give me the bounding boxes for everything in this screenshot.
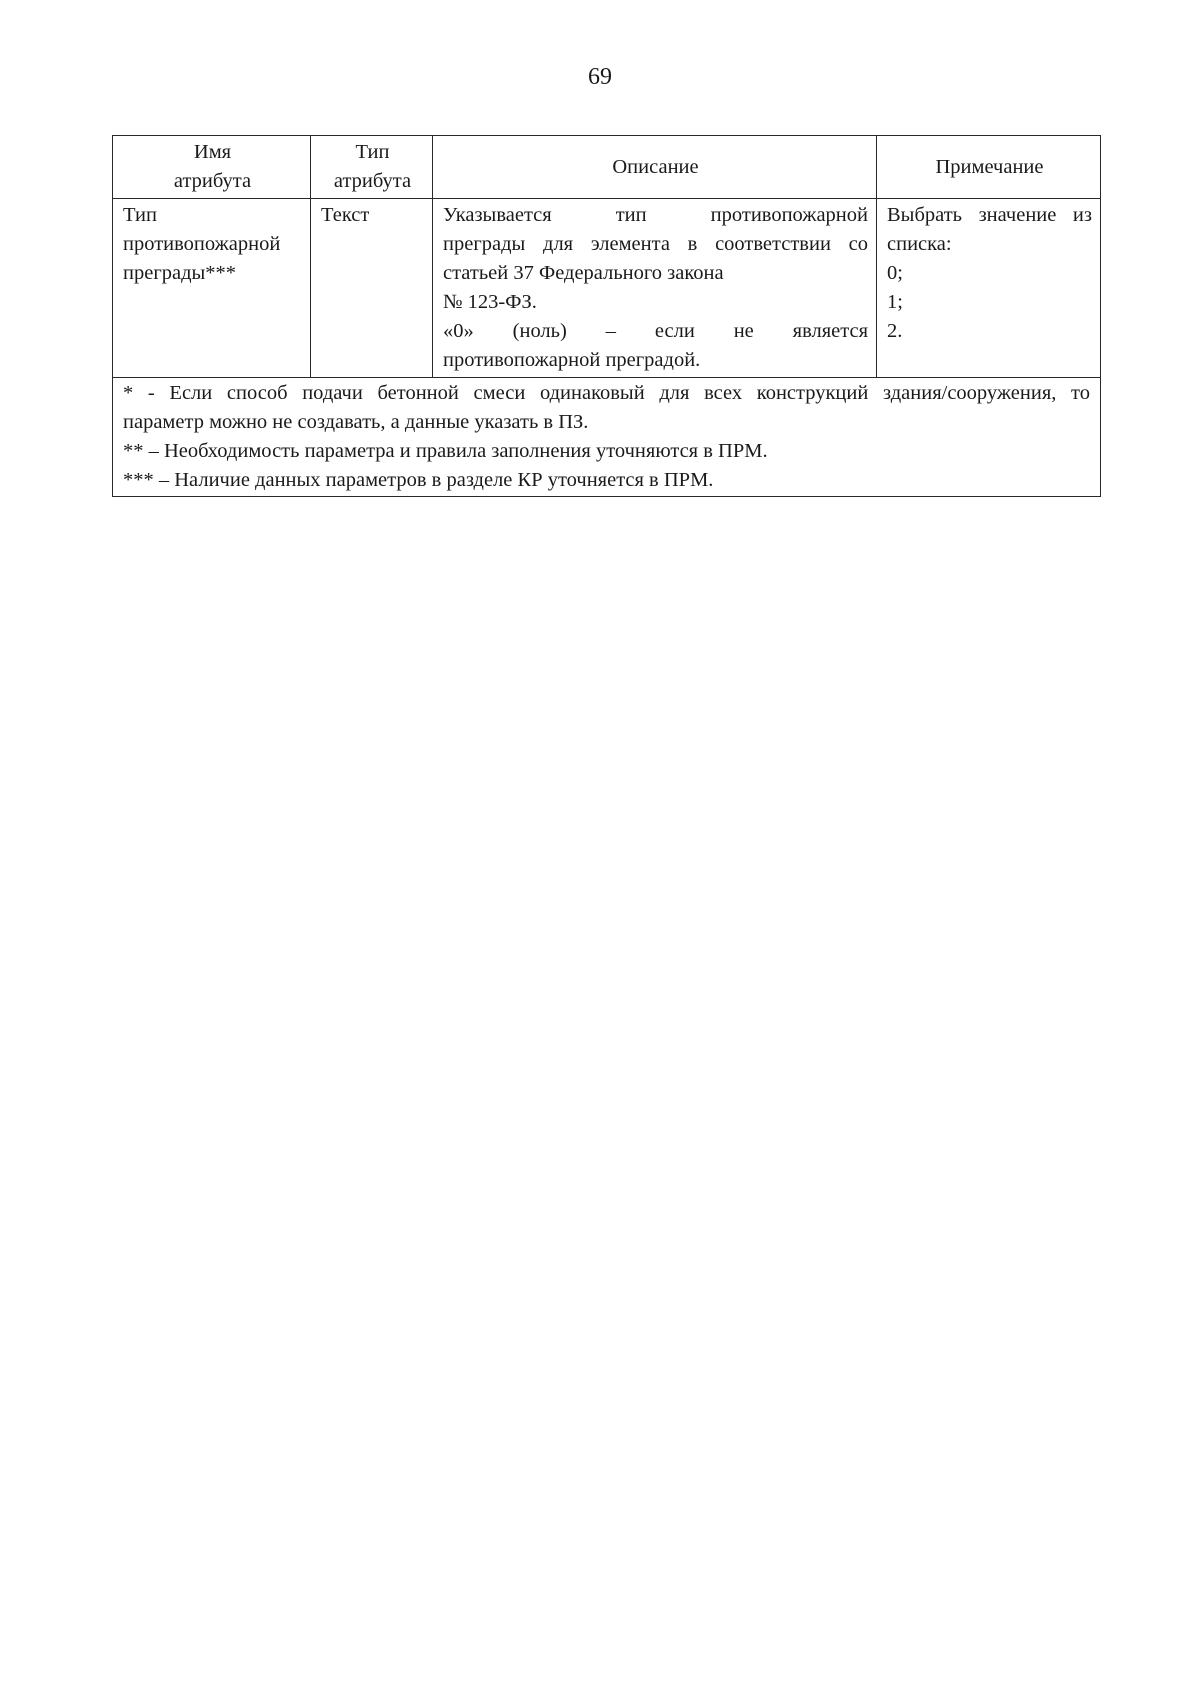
header-description: Описание: [433, 136, 877, 199]
footnotes-row: [113, 378, 1101, 497]
footnote-3: *** – Наличие данных параметров в разделе КР уточняется в ПРМ.: [123, 469, 714, 491]
footnotes-cell: [113, 378, 1101, 497]
page-number: 69: [588, 64, 612, 90]
header-note: Примечание: [877, 136, 1101, 199]
cell-note: Выбрать значение из списка: 0; 1; 2.: [877, 199, 1101, 378]
footnote-2: ** – Необходимость параметра и правила заполнения уточняются в ПРМ.: [123, 440, 768, 462]
cell-description: Указывается тип противопожарной преграды для элемента в соответствии со статьей 37 Федерального закона № 123-ФЗ. «0» (ноль) – если не является противопожарной преградой.: [433, 199, 877, 378]
table-row: [113, 199, 1101, 378]
footnote-1-continued: параметр можно не создавать, а данные указать в ПЗ.: [123, 411, 589, 433]
attribute-table: [112, 135, 1101, 497]
table-header-row: [113, 136, 1101, 199]
cell-attribute-name: Тип противопожарной преграды***: [113, 199, 311, 378]
cell-attribute-type: Текст: [311, 199, 433, 378]
footnote-1: * - Если способ подачи бетонной смеси одинаковый для всех конструкций здания/сооружения, то: [123, 382, 1090, 404]
header-attribute-name: Имя атрибута: [113, 136, 311, 199]
header-attribute-type: Тип атрибута: [311, 136, 433, 199]
